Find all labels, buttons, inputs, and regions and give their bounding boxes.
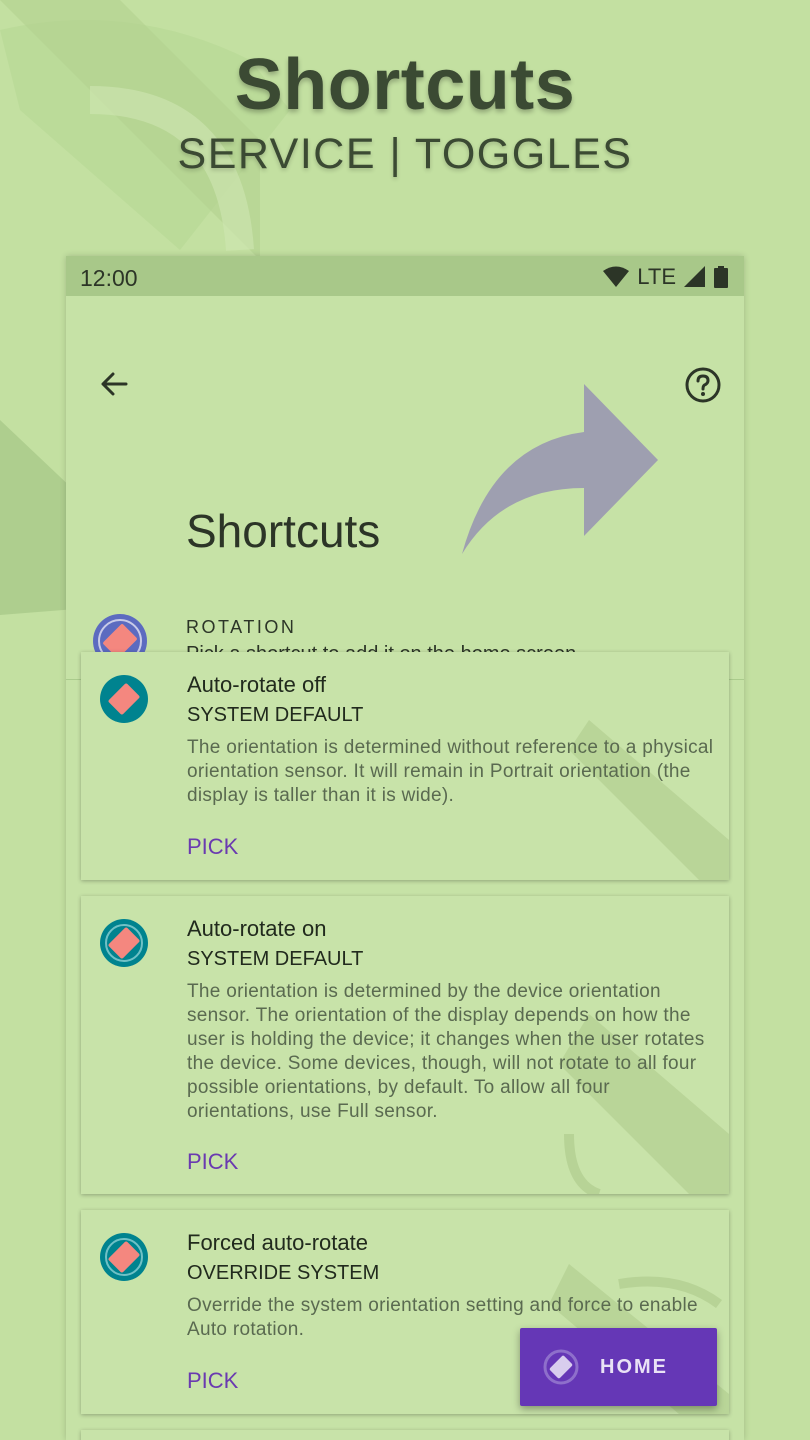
page-title: Shortcuts (186, 505, 381, 557)
promo-title: Shortcuts (234, 45, 576, 125)
home-button-label: HOME (600, 1356, 668, 1378)
card-title: Auto-rotate off (187, 672, 327, 697)
app-bar (66, 296, 744, 638)
card-subtitle: OVERRIDE SYSTEM (187, 1262, 380, 1284)
rotation-icon (542, 1348, 580, 1386)
promo-subtitle: SERVICE | TOGGLES (177, 130, 633, 178)
shortcut-card (81, 652, 729, 880)
card-description: Override the system orientation setting and force to enable Auto rotation. (187, 1295, 698, 1340)
card-description: The orientation is determined by the device orientation sensor. The orientation of the display depends on how the user is holding the device; it changes when the user rotates the device. Some devices, though, will not rotate to all four possible orientations, by default. To allow all four orientations, use Full sensor. (187, 981, 705, 1122)
shortcut-card (81, 896, 729, 1194)
home-button[interactable] (520, 1328, 717, 1406)
rotation-icon (99, 674, 149, 724)
pick-button[interactable]: PICK (187, 1149, 239, 1174)
header-label: ROTATION (186, 617, 297, 637)
wifi-icon (603, 266, 629, 288)
pick-button[interactable]: PICK (187, 834, 239, 859)
card-title: Forced auto-rotate (187, 1230, 368, 1255)
battery-icon (714, 266, 728, 288)
pick-button[interactable]: PICK (187, 1368, 239, 1393)
rotation-icon (99, 1232, 149, 1282)
share-arrow-icon (462, 384, 662, 554)
arrow-back-icon[interactable] (94, 364, 134, 404)
status-icons (603, 264, 728, 290)
network-type: LTE (637, 264, 676, 289)
status-bar (66, 256, 744, 296)
phone-screen (66, 256, 744, 1440)
help-circle-icon[interactable] (682, 364, 724, 406)
signal-icon (684, 266, 706, 288)
shortcut-card (81, 1430, 729, 1440)
rotation-icon (99, 918, 149, 968)
status-time: 12:00 (80, 265, 138, 291)
card-description: The orientation is determined without reference to a physical orientation sensor. It will remain in Portrait orientation (the display is taller than it is wide). (187, 737, 714, 806)
card-subtitle: SYSTEM DEFAULT (187, 948, 364, 970)
card-subtitle: SYSTEM DEFAULT (187, 704, 364, 726)
card-title: Auto-rotate on (187, 916, 327, 941)
